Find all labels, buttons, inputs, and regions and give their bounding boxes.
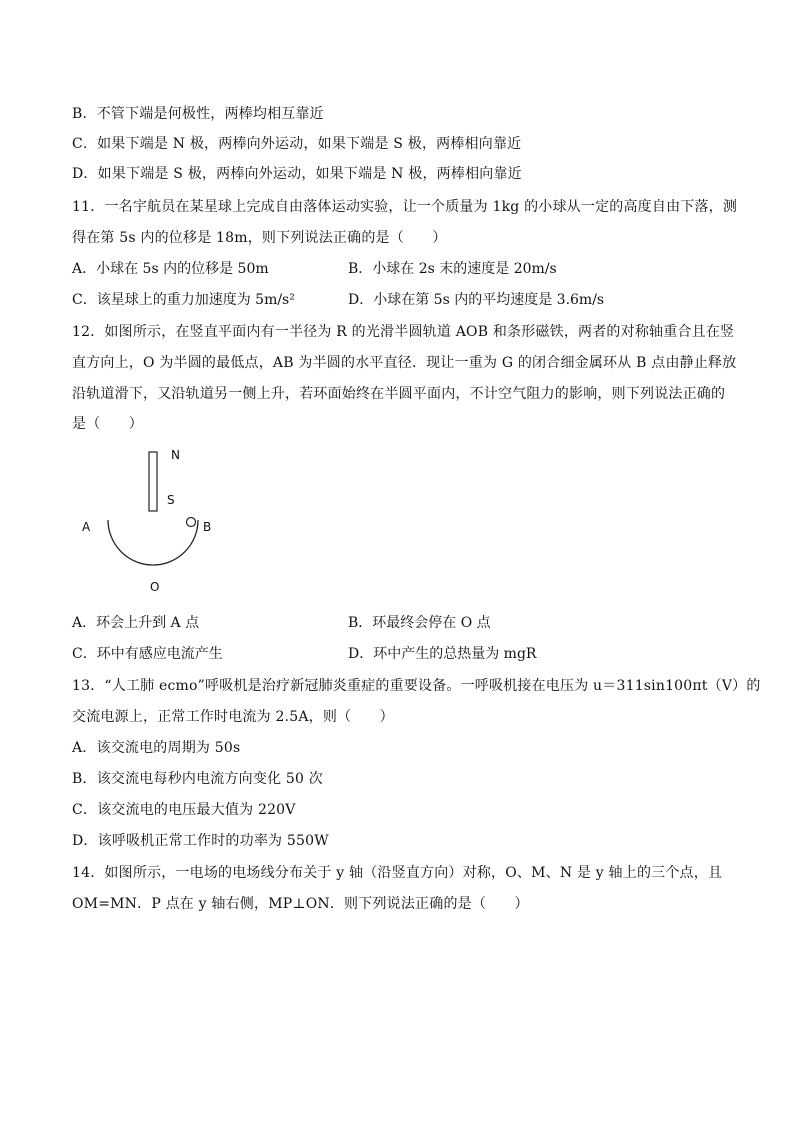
q11-option-a: A．小球在 5s 内的位移是 50m — [72, 261, 269, 277]
q12-option-a: A．环会上升到 A 点 — [72, 615, 200, 631]
q12-option-d: D．环中产生的总热量为 mgR — [348, 646, 537, 662]
q11-option-b: B．小球在 2s 末的速度是 20m/s — [348, 261, 557, 277]
q11-option-c: C．该星球上的重力加速度为 5m/s² — [72, 292, 295, 308]
q12-stem-line-1: 12．如图所示，在竖直平面内有一半径为 R 的光滑半圆轨道 AOB 和条形磁铁，两者的对称轴重合且在竖 — [72, 324, 735, 340]
figure-label-b: B — [203, 520, 212, 534]
figure-label-a: A — [82, 520, 91, 534]
bar-magnet — [149, 452, 157, 511]
metal-ring — [187, 518, 196, 527]
q13-option-a: A．该交流电的周期为 50s — [72, 740, 241, 756]
q12-stem-line-2: 直方向上，O 为半圆的最低点，AB 为半圆的水平直径．现让一重为 G 的闭合细金属环从 B 点由静止释放 — [72, 355, 737, 371]
q13-stem-line-1: 13．“人工肺 ecmo”呼吸机是治疗新冠肺炎重症的重要设备。一呼吸机接在电压为 u＝311sin100πt（V）的 — [72, 678, 761, 694]
q13-option-c: C．该交流电的电压最大值为 220V — [72, 802, 296, 818]
q12-stem-line-4: 是（ ） — [72, 416, 143, 432]
q12-option-c: C．环中有感应电流产生 — [72, 646, 223, 662]
figure-label-n: N — [171, 448, 180, 462]
figure-label-o: O — [150, 580, 160, 594]
q12-option-b: B．环最终会停在 O 点 — [348, 615, 491, 631]
q14-stem-line-2: OM=MN．P 点在 y 轴右侧，MP⊥ON．则下列说法正确的是（ ） — [72, 896, 529, 912]
q14-stem-line-1: 14．如图所示，一电场的电场线分布关于 y 轴（沿竖直方向）对称，O、M、N 是 y 轴上的三个点，且 — [72, 865, 723, 881]
q13-option-b: B．该交流电每秒内电流方向变化 50 次 — [72, 771, 324, 787]
q12-stem-line-3: 沿轨道滑下，又沿轨道另一侧上升，若环面始终在半圆平面内，不计空气阻力的影响，则下列说法正确的 — [72, 386, 726, 402]
q10-option-b: B．不管下端是何极性，两棒均相互靠近 — [72, 106, 324, 122]
q13-stem-line-2: 交流电源上，正常工作时电流为 2.5A，则（ ） — [72, 709, 394, 725]
q11-stem-line-2: 得在第 5s 内的位移是 18m，则下列说法正确的是（ ） — [72, 230, 447, 246]
q13-option-d: D．该呼吸机正常工作时的功率为 550W — [72, 833, 329, 849]
q10-option-c: C．如果下端是 N 极，两棒向外运动，如果下端是 S 极，两棒相向靠近 — [72, 136, 522, 152]
q11-stem-line-1: 11．一名宇航员在某星球上完成自由落体运动实验，让一个质量为 1kg 的小球从一定的高度自由下落，测 — [72, 199, 738, 215]
q11-option-d: D．小球在第 5s 内的平均速度是 3.6m/s — [348, 292, 605, 308]
figure-label-s: S — [167, 493, 175, 507]
q10-option-d: D．如果下端是 S 极，两棒向外运动，如果下端是 N 极，两棒相向靠近 — [72, 166, 522, 182]
semicircle-track — [108, 520, 198, 565]
